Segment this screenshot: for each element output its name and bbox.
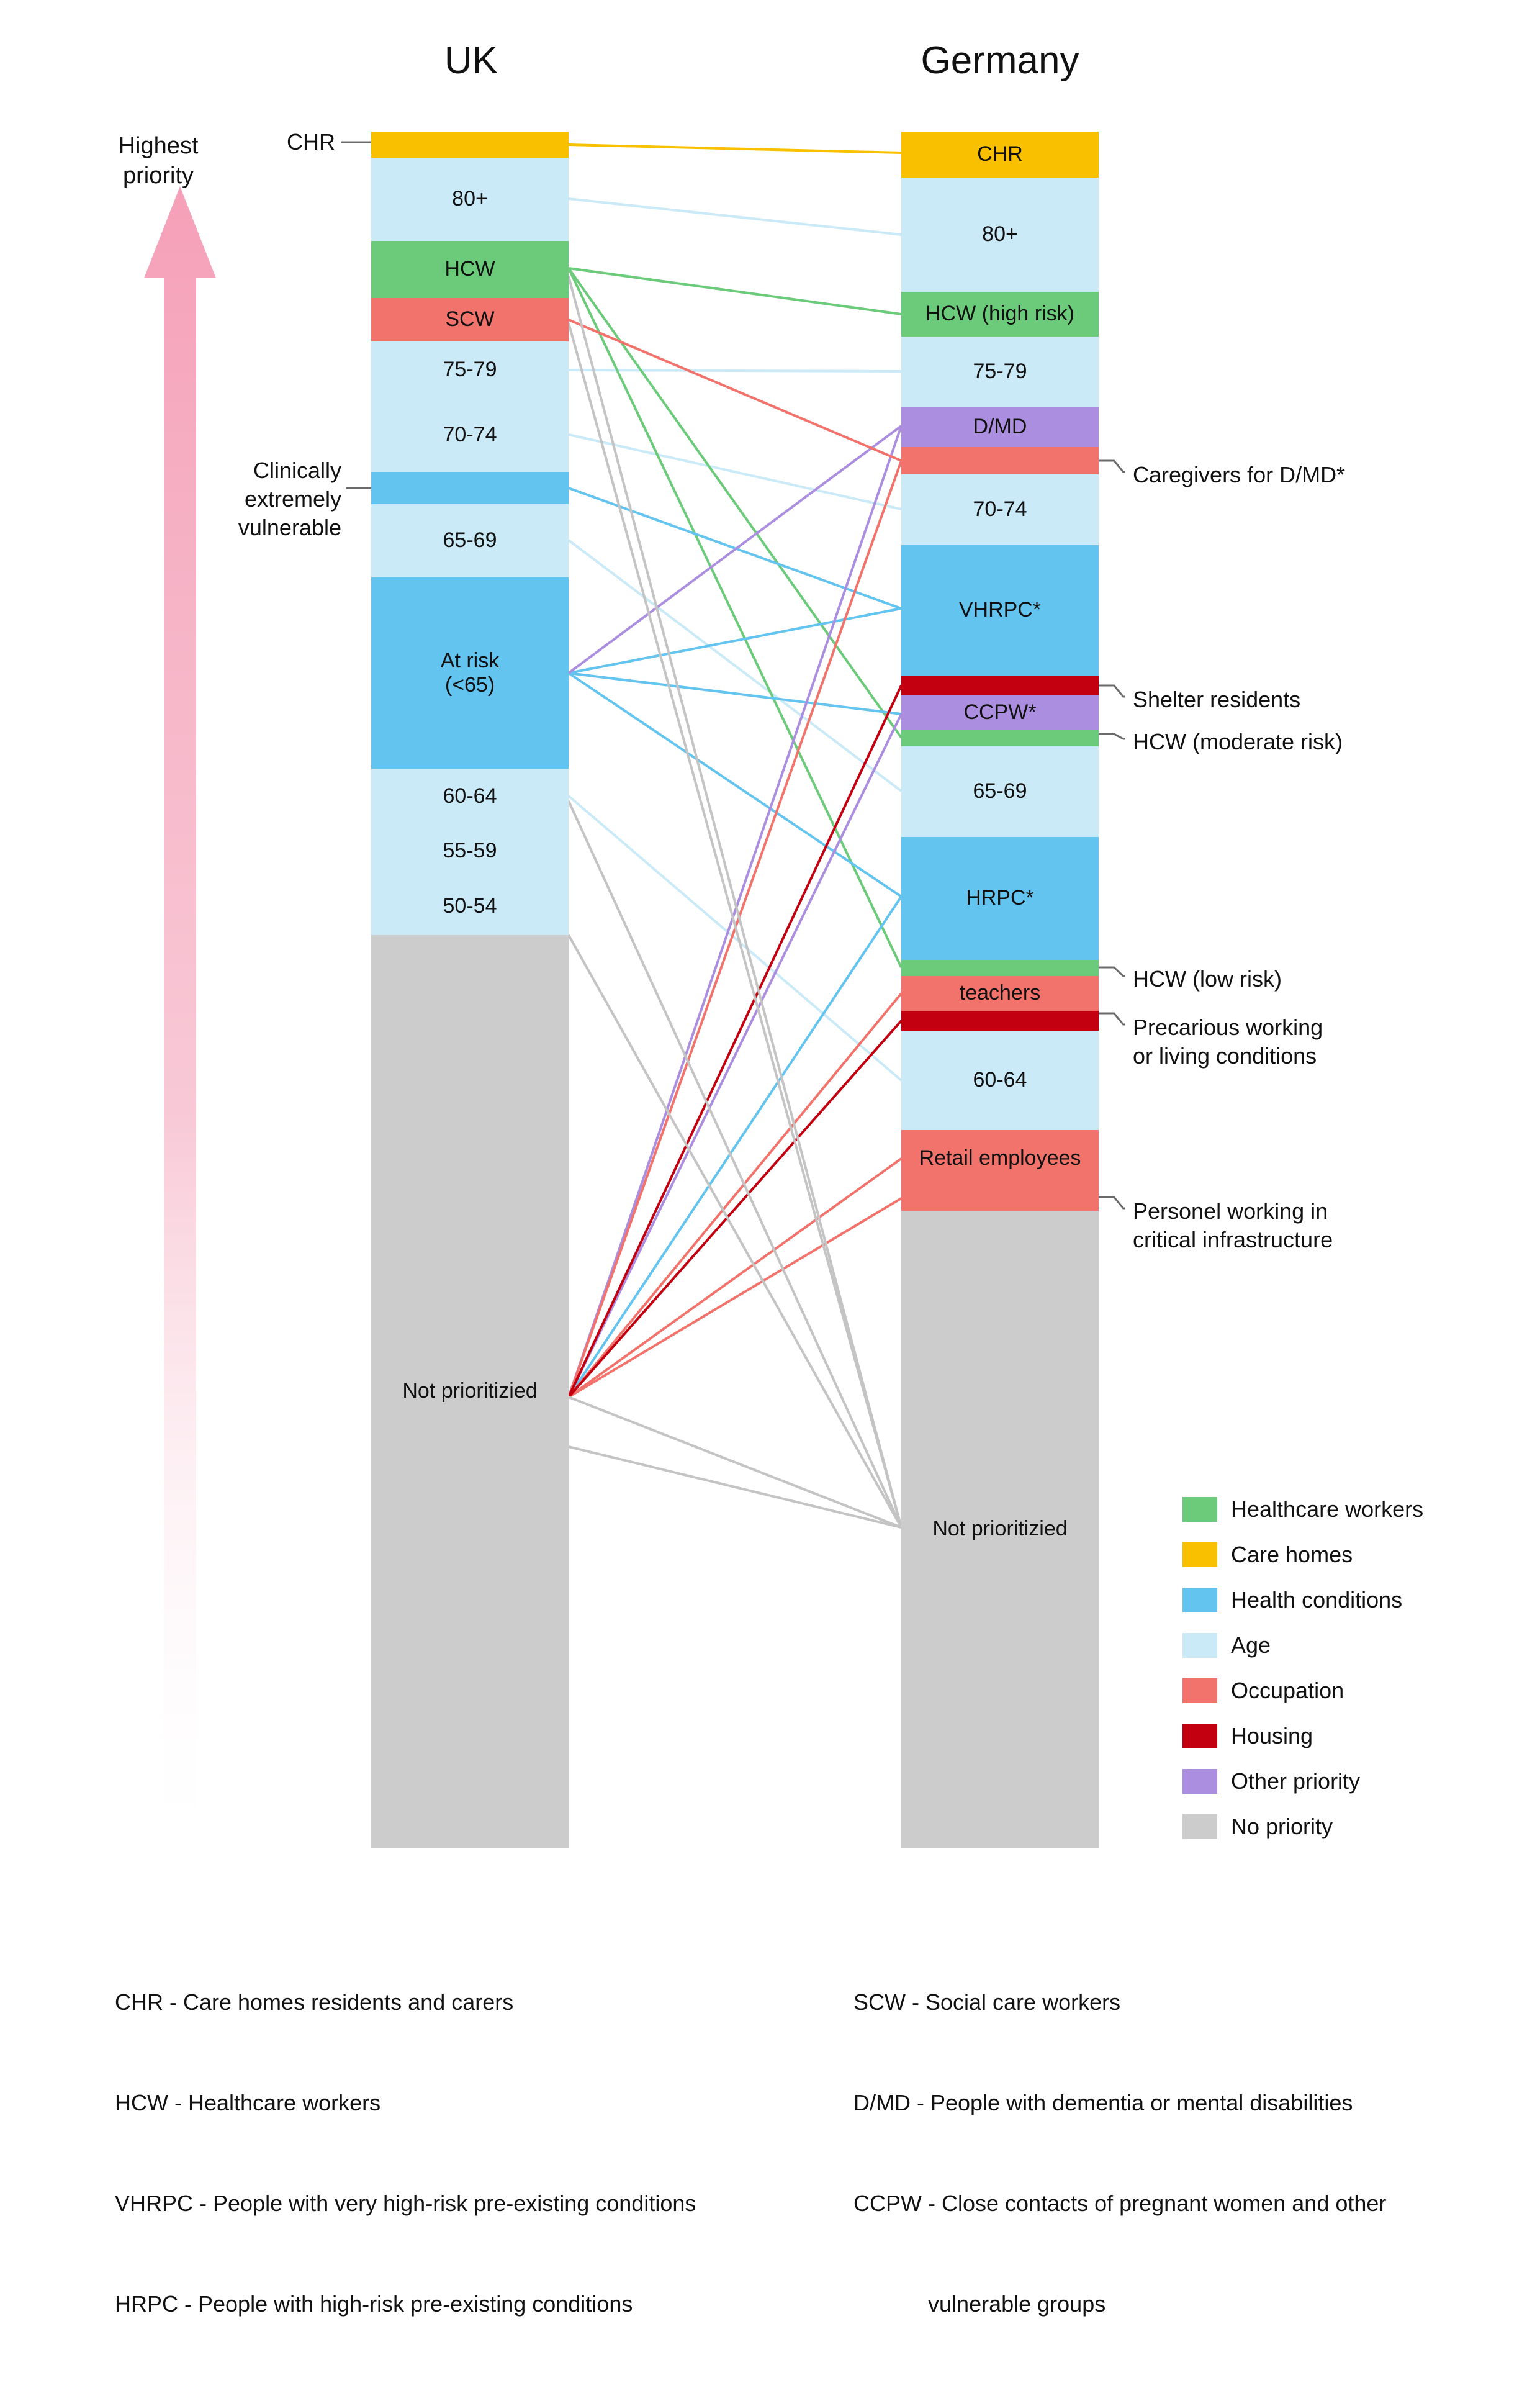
- segment-label: 75-79: [973, 360, 1027, 384]
- segment-label: 70-74: [973, 497, 1027, 522]
- callout-label-line: HCW (moderate risk): [1133, 729, 1343, 754]
- segment-label: Not prioritizied: [402, 1379, 538, 1403]
- priority-label-line2: priority: [122, 162, 194, 189]
- segment-label: At risk (<65): [440, 648, 500, 697]
- segment-label: 50-54: [443, 894, 497, 918]
- segment-label: CCPW*: [963, 700, 1037, 725]
- segment-label: teachers: [959, 981, 1041, 1005]
- priority-label-line1: Highest: [118, 133, 199, 159]
- segment-label: D/MD: [973, 415, 1027, 439]
- segment-label: Retail employees: [919, 1146, 1081, 1170]
- callout-label-line: HCW (low risk): [1133, 966, 1282, 992]
- segment-label: 75-79: [443, 358, 497, 382]
- segment-label: 80+: [452, 187, 488, 211]
- footnote-right-1: D/MD - People with dementia or mental disabilities: [853, 2090, 1353, 2115]
- segment-label: HCW: [444, 257, 495, 281]
- callout-label-line: critical infrastructure: [1133, 1227, 1333, 1253]
- footnote-left-3: HRPC - People with high-risk pre-existing conditions: [115, 2291, 633, 2317]
- segment-label: 70-74: [443, 423, 497, 447]
- column-title-germany: Germany: [921, 39, 1079, 82]
- segment-label: CHR: [977, 142, 1023, 166]
- legend-label: Occupation: [1231, 1678, 1344, 1703]
- callout-label-line: or living conditions: [1133, 1043, 1317, 1069]
- chr-left-label: CHR: [287, 129, 335, 155]
- legend-label: Other priority: [1231, 1768, 1361, 1794]
- legend-label: Care homes: [1231, 1542, 1353, 1567]
- column-title-uk: UK: [444, 39, 498, 82]
- legend-label: Age: [1231, 1632, 1271, 1658]
- cev-line3: vulnerable: [238, 515, 341, 541]
- segment-label: 65-69: [973, 779, 1027, 803]
- segment-label: 60-64: [973, 1068, 1027, 1092]
- legend-label: Health conditions: [1231, 1587, 1403, 1612]
- footnote-right: [853, 1919, 1386, 2388]
- footnote-left: [115, 1919, 696, 2388]
- callout-label-line: Caregivers for D/MD*: [1133, 462, 1346, 487]
- callout-label-line: Shelter residents: [1133, 687, 1301, 712]
- legend-label: Healthcare workers: [1231, 1496, 1424, 1522]
- callout-label-line: Personel working in: [1133, 1198, 1328, 1224]
- segment-label: HCW (high risk): [925, 302, 1074, 326]
- footnote-right-0: SCW - Social care workers: [853, 1989, 1121, 2015]
- cev-line2: extremely: [244, 486, 341, 512]
- footnote-left-1: HCW - Healthcare workers: [115, 2090, 381, 2115]
- segment-label: Not prioritizied: [932, 1517, 1068, 1541]
- footnote-left-0: CHR - Care homes residents and carers: [115, 1989, 514, 2015]
- segment-label: VHRPC*: [958, 598, 1042, 622]
- footnote-left-2: VHRPC - People with very high-risk pre-existing conditions: [115, 2191, 696, 2216]
- legend-label: No priority: [1231, 1814, 1333, 1839]
- segment-label: 60-64: [443, 784, 497, 808]
- segment-label: HRPC*: [966, 886, 1034, 910]
- footnote-right-2: CCPW - Close contacts of pregnant women and other: [853, 2191, 1387, 2216]
- cev-line1: Clinically: [253, 458, 341, 483]
- segment-label: 55-59: [443, 839, 497, 863]
- callout-label-line: Precarious working: [1133, 1015, 1323, 1040]
- segment-label: 65-69: [443, 528, 497, 553]
- segment-label: 80+: [982, 222, 1018, 246]
- footnote-right-3: vulnerable groups: [853, 2291, 1106, 2317]
- segment-label: SCW: [445, 307, 495, 332]
- legend-label: Housing: [1231, 1723, 1313, 1748]
